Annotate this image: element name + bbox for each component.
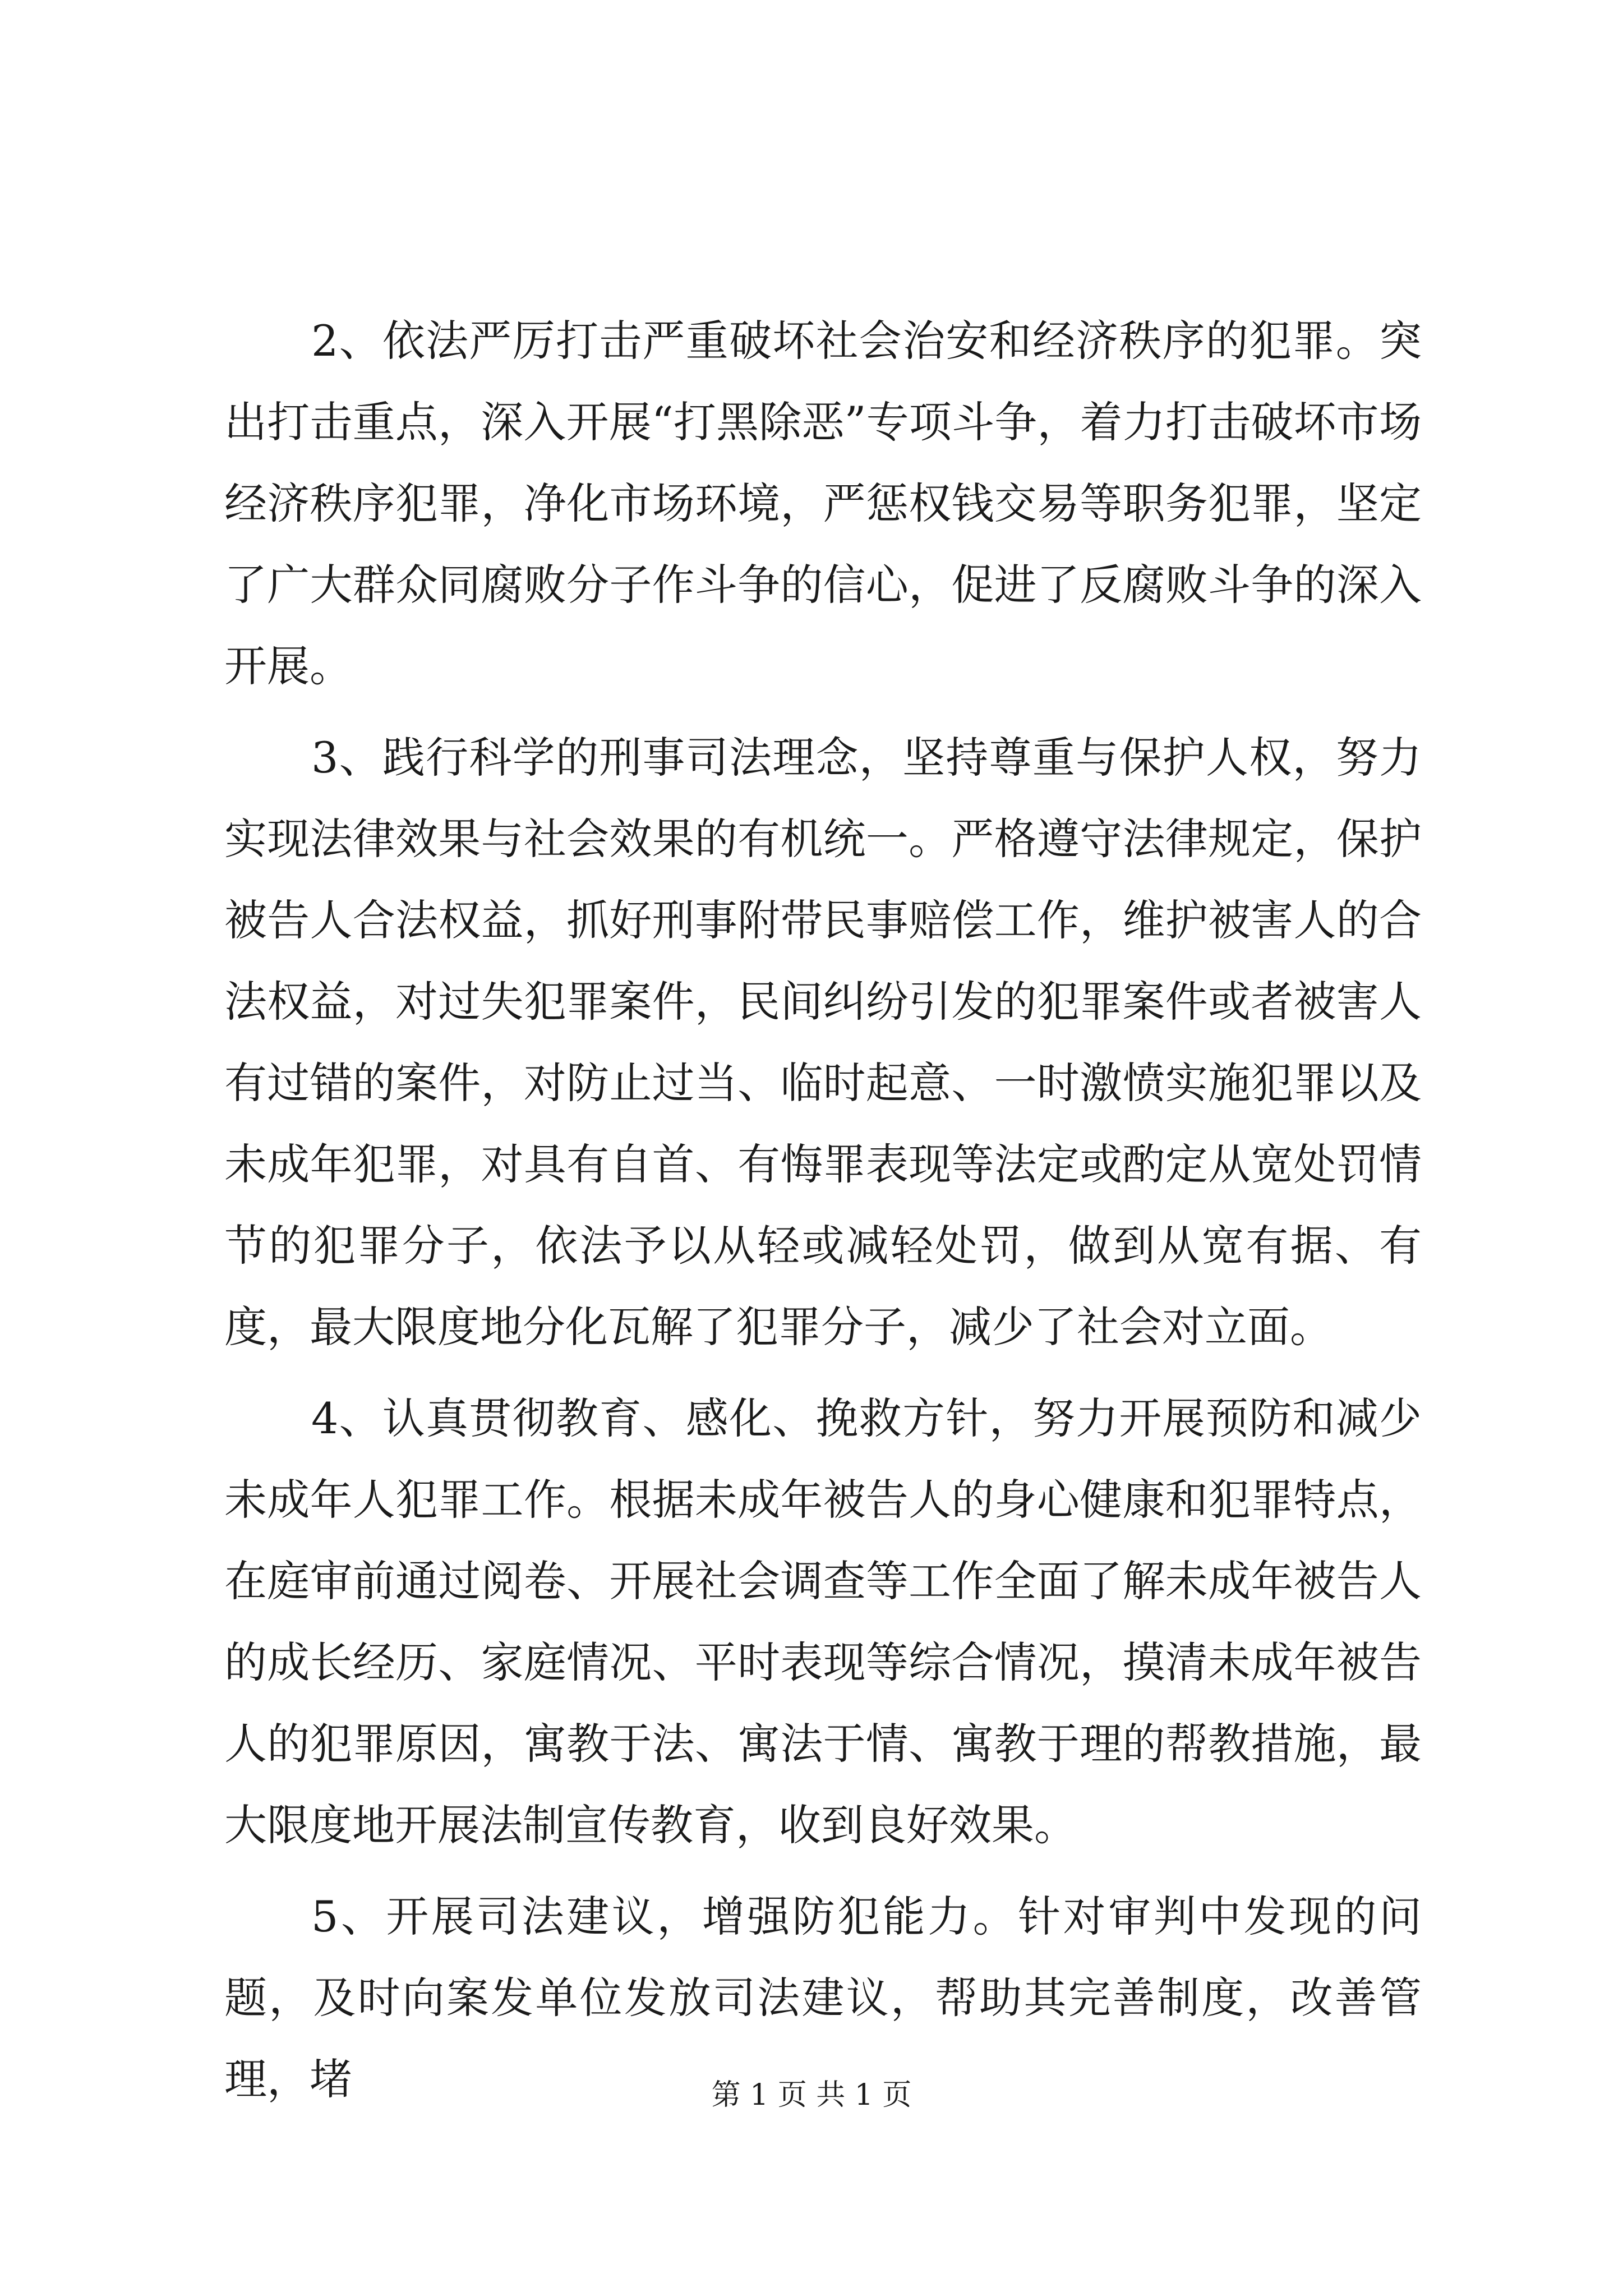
paragraph-item-4: 4、认真贯彻教育、感化、挽救方针，努力开展预防和减少未成年人犯罪工作。根据未成年被告人的身心健康和犯罪特点，在庭审前通过阅卷、开展社会调查等工作全面了解未成年被告人的成长经历、家庭情况、平时表现等综合情况，摸清未成年被告人的犯罪原因，寓教于法、寓法于情、寓教于理的帮教措施，最大限度地开展法制宣传教育，收到良好效果。: [224, 1393, 1422, 1850]
paragraph-item-2: 2、依法严厉打击严重破坏社会治安和经济秩序的犯罪。突出打击重点，深入开展“打黑除恶”专项斗争，着力打击破坏市场经济秩序犯罪，净化市场环境，严惩权钱交易等职务犯罪，坚定了广大群众同腐败分子作斗争的信心，促进了反腐败斗争的深入开展。: [224, 316, 1422, 691]
paragraph-item-3: 3、践行科学的刑事司法理念，坚持尊重与保护人权，努力实现法律效果与社会效果的有机统一。严格遵守法律规定，保护被告人合法权益，抓好刑事附带民事赔偿工作，维护被害人的合法权益，对过失犯罪案件，民间纠纷引发的犯罪案件或者被害人有过错的案件，对防止过当、临时起意、一时激愤实施犯罪以及未成年犯罪，对具有自首、有悔罪表现等法定或酌定从宽处罚情节的犯罪分子，依法予以从轻或减轻处罚，做到从宽有据、有度，最大限度地分化瓦解了犯罪分子，减少了社会对立面。: [224, 733, 1422, 1352]
page-footer: 第 1 页 共 1 页: [711, 2078, 912, 2112]
paragraph-item-5: 5、开展司法建议，增强防犯能力。针对审判中发现的问题，及时向案发单位发放司法建议，帮助其完善制度，改善管理，堵: [224, 1892, 1422, 2104]
document-body: [224, 300, 1422, 2130]
